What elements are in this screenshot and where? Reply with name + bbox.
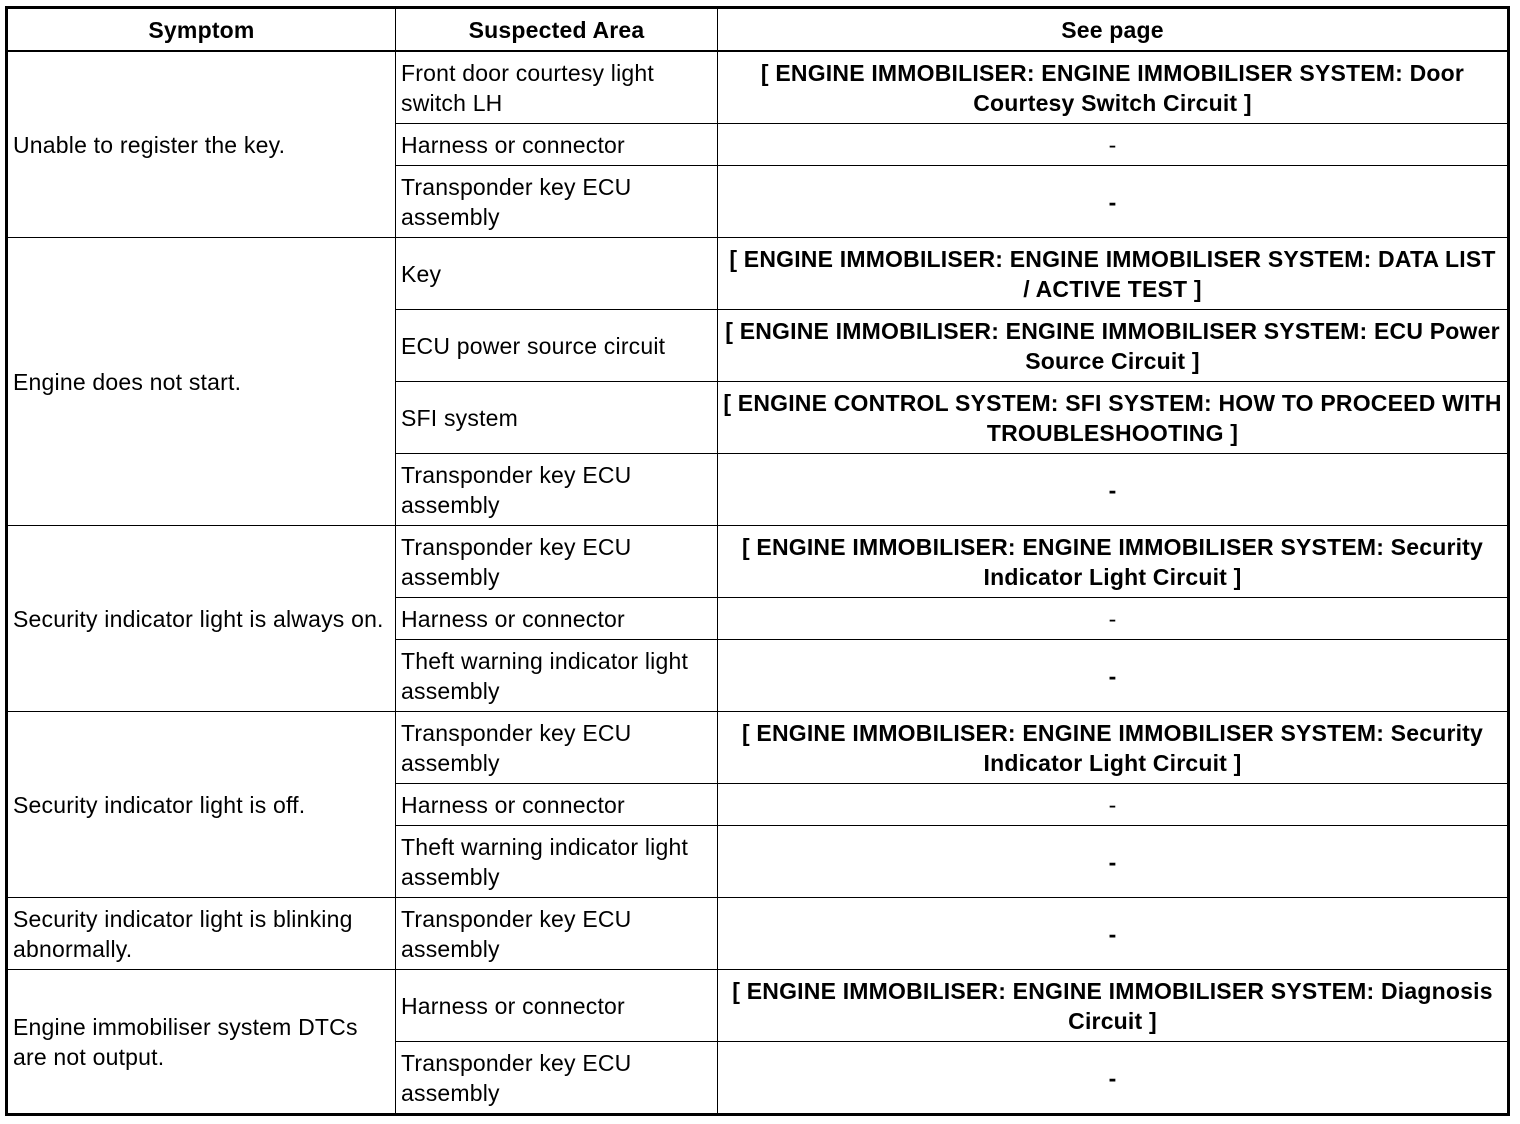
suspected-area-cell: Harness or connector [396, 124, 718, 166]
suspected-area-cell: Transponder key ECU assembly [396, 454, 718, 526]
header-suspected-area: Suspected Area [396, 8, 718, 52]
see-page-empty-cell: - [718, 1042, 1509, 1115]
see-page-empty-cell: - [718, 826, 1509, 898]
suspected-area-cell: Front door courtesy light switch LH [396, 51, 718, 124]
header-see-page: See page [718, 8, 1509, 52]
table-row [7, 898, 1509, 970]
see-page-empty-cell: - [718, 784, 1509, 826]
table-row [7, 526, 1509, 598]
suspected-area-cell: Transponder key ECU assembly [396, 712, 718, 784]
see-page-reference-cell[interactable]: [ ENGINE IMMOBILISER: ENGINE IMMOBILISER SYSTEM: Door Courtesy Switch Circuit ] [718, 51, 1509, 124]
table-row [7, 970, 1509, 1042]
symptom-cell: Security indicator light is off. [7, 712, 396, 898]
see-page-reference-cell[interactable]: [ ENGINE IMMOBILISER: ENGINE IMMOBILISER SYSTEM: Security Indicator Light Circuit ] [718, 712, 1509, 784]
see-page-empty-cell: - [718, 598, 1509, 640]
suspected-area-cell: Transponder key ECU assembly [396, 1042, 718, 1115]
suspected-area-cell: Transponder key ECU assembly [396, 898, 718, 970]
suspected-area-cell: Harness or connector [396, 784, 718, 826]
suspected-area-cell: Harness or connector [396, 598, 718, 640]
see-page-reference-cell[interactable]: [ ENGINE IMMOBILISER: ENGINE IMMOBILISER SYSTEM: Security Indicator Light Circuit ] [718, 526, 1509, 598]
see-page-reference-cell[interactable]: [ ENGINE CONTROL SYSTEM: SFI SYSTEM: HOW TO PROCEED WITH TROUBLESHOOTING ] [718, 382, 1509, 454]
header-row [7, 8, 1509, 52]
symptom-cell: Engine immobiliser system DTCs are not output. [7, 970, 396, 1115]
see-page-reference-cell[interactable]: [ ENGINE IMMOBILISER: ENGINE IMMOBILISER SYSTEM: Diagnosis Circuit ] [718, 970, 1509, 1042]
see-page-empty-cell: - [718, 124, 1509, 166]
table-row [7, 51, 1509, 124]
see-page-empty-cell: - [718, 454, 1509, 526]
suspected-area-cell: Transponder key ECU assembly [396, 166, 718, 238]
troubleshooting-table-container [5, 6, 1507, 1116]
suspected-area-cell: Transponder key ECU assembly [396, 526, 718, 598]
symptom-cell: Engine does not start. [7, 238, 396, 526]
table-body [7, 51, 1509, 1115]
suspected-area-cell: SFI system [396, 382, 718, 454]
symptom-cell: Security indicator light is always on. [7, 526, 396, 712]
see-page-reference-cell[interactable]: [ ENGINE IMMOBILISER: ENGINE IMMOBILISER SYSTEM: ECU Power Source Circuit ] [718, 310, 1509, 382]
see-page-empty-cell: - [718, 898, 1509, 970]
symptom-cell: Security indicator light is blinking abnormally. [7, 898, 396, 970]
table-row [7, 712, 1509, 784]
suspected-area-cell: Harness or connector [396, 970, 718, 1042]
see-page-empty-cell: - [718, 166, 1509, 238]
see-page-reference-cell[interactable]: [ ENGINE IMMOBILISER: ENGINE IMMOBILISER SYSTEM: DATA LIST / ACTIVE TEST ] [718, 238, 1509, 310]
header-symptom: Symptom [7, 8, 396, 52]
suspected-area-cell: Key [396, 238, 718, 310]
problem-symptoms-table [5, 6, 1510, 1116]
suspected-area-cell: Theft warning indicator light assembly [396, 826, 718, 898]
symptom-cell: Unable to register the key. [7, 51, 396, 238]
suspected-area-cell: ECU power source circuit [396, 310, 718, 382]
suspected-area-cell: Theft warning indicator light assembly [396, 640, 718, 712]
see-page-empty-cell: - [718, 640, 1509, 712]
table-row [7, 238, 1509, 310]
